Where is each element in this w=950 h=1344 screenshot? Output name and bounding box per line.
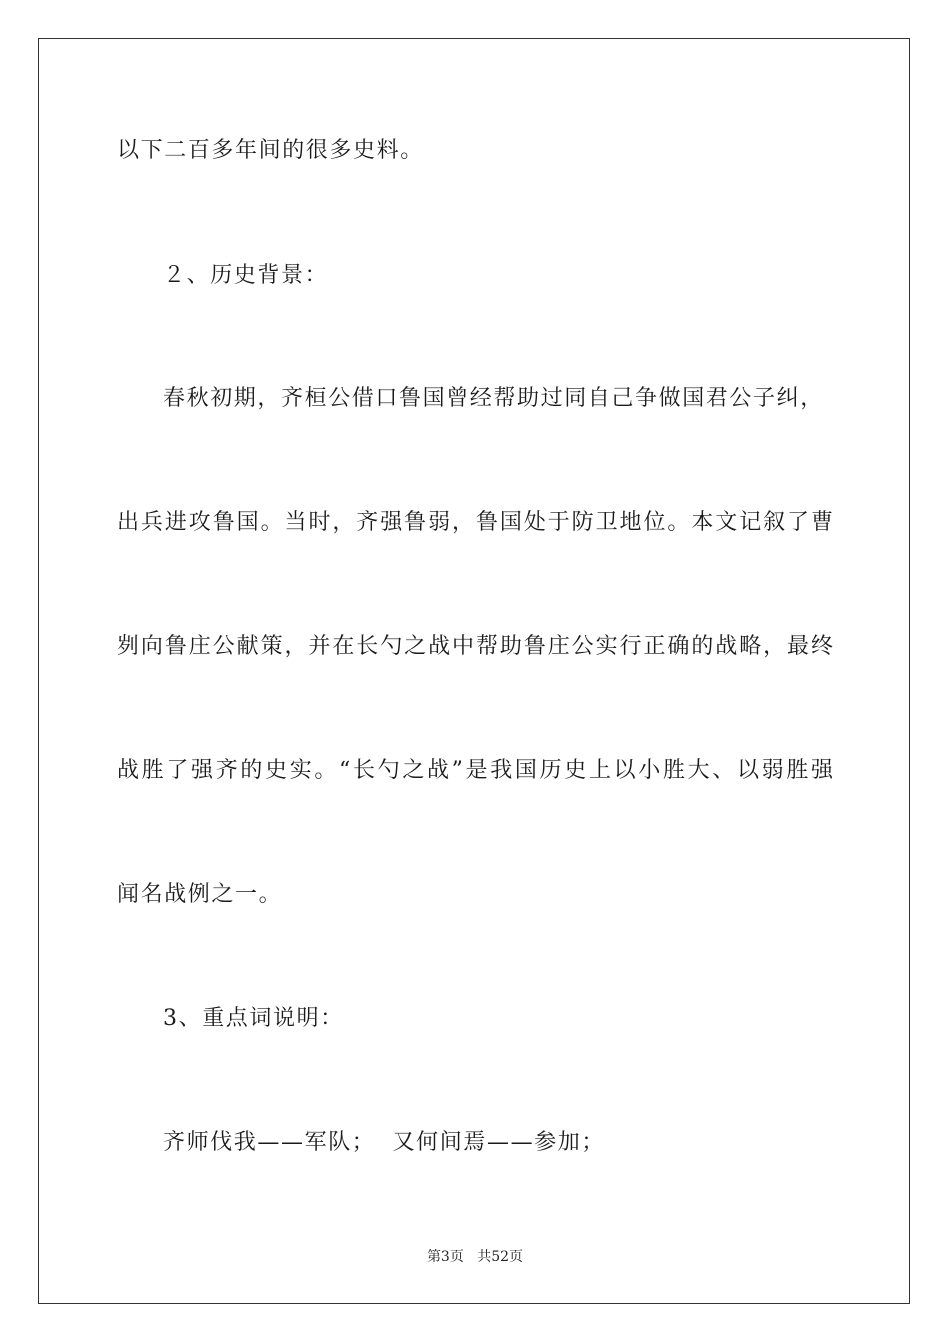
text-line-3: 春秋初期，齐桓公借口鲁国曾经帮助过同自己争做国君公子纠， (163, 386, 824, 411)
page-footer (0, 1248, 950, 1266)
footer-spacer (464, 1249, 477, 1265)
text-line-4: 出兵进攻鲁国。当时，齐强鲁弱，鲁国处于防卫地位。本文记叙了曹 (117, 510, 833, 535)
page-border (38, 38, 910, 1304)
section-heading-keywords: 3、重点词说明： (163, 1006, 344, 1031)
text-line-7: 闻名战例之一。 (117, 882, 283, 907)
text-line-5: 刿向鲁庄公献策，并在长勺之战中帮助鲁庄公实行正确的战略，最终 (117, 634, 833, 659)
section-heading-background: ２、历史背景： (163, 263, 329, 288)
page-total: 共52页 (477, 1249, 524, 1265)
page-number: 第3页 (426, 1249, 464, 1265)
text-line-9: 齐师伐我——军队； 又何间焉——参加； (163, 1130, 605, 1155)
text-line-1: 以下二百多年间的很多史料。 (117, 138, 424, 163)
text-line-6: 战胜了强齐的史实。“长勺之战”是我国历史上以小胜大、以弱胜强 (117, 758, 833, 783)
